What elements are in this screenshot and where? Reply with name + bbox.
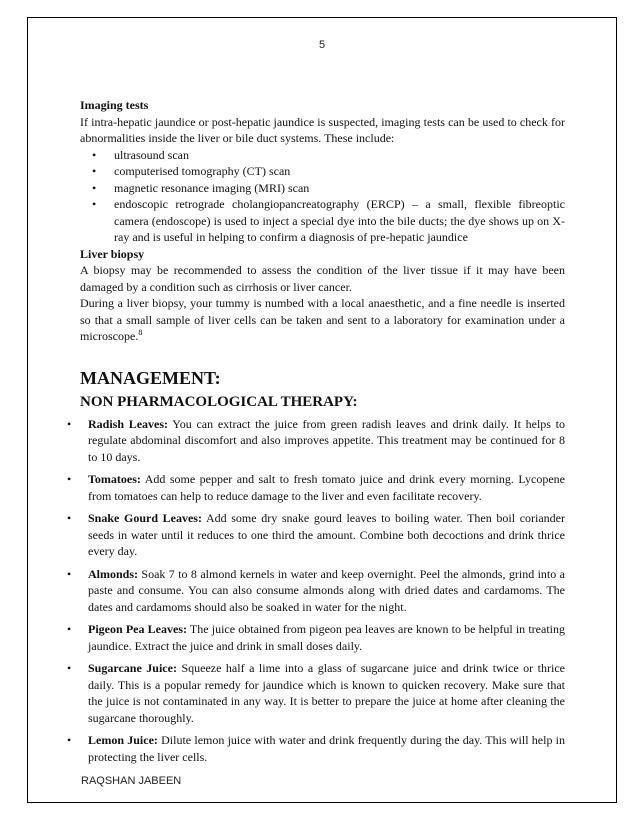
remedy-term: Pigeon Pea Leaves: bbox=[88, 622, 187, 636]
remedy-term: Tomatoes: bbox=[88, 472, 141, 486]
page-content bbox=[80, 97, 565, 771]
list-item bbox=[88, 416, 565, 466]
biopsy-heading: Liver biopsy bbox=[80, 246, 145, 261]
remedy-text: Soak 7 to 8 almond kernels in water and keep overnight. Peel the almonds, grind into a paste and consume. You can also consume almonds along with dried dates and cardamoms. The dates and cardamoms should also be soaked in water for the night. bbox=[88, 566, 565, 614]
list-item: • magnetic resonance imaging (MRI) scan bbox=[114, 180, 565, 197]
imaging-heading: Imaging tests bbox=[80, 98, 149, 112]
biopsy-para-2-text: During a liver biopsy, your tummy is numbed with a local anaesthetic, and a fine needle is inserted so that a small sample of liver cells can be taken and sent to a laboratory for examination under a microscope. bbox=[80, 296, 565, 343]
remedy-list bbox=[80, 416, 565, 766]
list-item: • endoscopic retrograde cholangiopancreatography (ERCP) – a small, flexible fibreoptic camera (endoscope) is used to inject a special dye into the bile ducts; the dye shows up on X-ray and is useful in helping to confirm a diagnosis of pre-hepatic jaundice bbox=[114, 196, 565, 246]
footer-author: RAQSHAN JABEEN bbox=[81, 775, 182, 787]
list-item: • ultrasound scan bbox=[114, 147, 565, 164]
list-item bbox=[88, 471, 565, 504]
remedy-term: Sugarcane Juice: bbox=[88, 661, 177, 675]
page-number: 5 bbox=[318, 39, 326, 51]
remedy-text: Dilute lemon juice with water and drink frequently during the day. This will help in protecting the liver cells. bbox=[88, 733, 566, 764]
list-item bbox=[88, 660, 565, 726]
remedy-term: Snake Gourd Leaves: bbox=[88, 511, 202, 525]
remedy-text: Add some dry snake gourd leaves to boiling water. Then boil coriander seeds in water until it reduces to one third the amount. Combine both decoctions and drink thrice every day. bbox=[88, 511, 565, 558]
biopsy-para-2 bbox=[80, 295, 565, 345]
remedy-term: Almonds: bbox=[88, 566, 139, 581]
imaging-list bbox=[80, 147, 565, 246]
remedy-term: Lemon Juice: bbox=[88, 733, 158, 747]
therapy-subheading: NON PHARMACOLOGICAL THERAPY: bbox=[80, 393, 358, 410]
remedy-text: Squeeze half a lime into a glass of sugarcane juice and drink twice or thrice daily. This is a popular remedy for jaundice which is known to quicken recovery. Make sure that the juice is not contaminated in any way. It is better to prepare the juice at home after cleaning the sugarcane thoroughly. bbox=[88, 661, 565, 725]
list-item bbox=[88, 510, 565, 560]
remedy-text: You can extract the juice from green radish leaves and drink daily. It helps to regulate abdominal discomfort and also improves appetite. This treatment may be continued for 8 to 10 days. bbox=[88, 416, 565, 464]
list-item bbox=[88, 566, 565, 616]
remedy-term: Radish Leaves: bbox=[88, 416, 169, 431]
reference-number: 8 bbox=[138, 328, 143, 337]
biopsy-para-1: A biopsy may be recommended to assess the condition of the liver tissue if it may have been damaged by a condition such as cirrhosis or liver cancer. bbox=[80, 263, 565, 294]
management-heading: MANAGEMENT: bbox=[80, 367, 221, 388]
document-page bbox=[27, 17, 617, 803]
list-item: • computerised tomography (CT) scan bbox=[114, 163, 565, 180]
remedy-text: The juice obtained from pigeon pea leaves are known to be helpful in treating jaundice. Extract the juice and drink in small doses daily. bbox=[88, 622, 565, 653]
imaging-intro: If intra-hepatic jaundice or post-hepatic jaundice is suspected, imaging tests can be used to check for abnormalities inside the liver or bile duct systems. These include: bbox=[80, 114, 565, 145]
list-item bbox=[88, 621, 565, 654]
list-item bbox=[88, 732, 565, 765]
remedy-text: Add some pepper and salt to fresh tomato juice and drink every morning. Lycopene from tomatoes can help to reduce damage to the liver and even facilitate recovery. bbox=[88, 472, 565, 503]
